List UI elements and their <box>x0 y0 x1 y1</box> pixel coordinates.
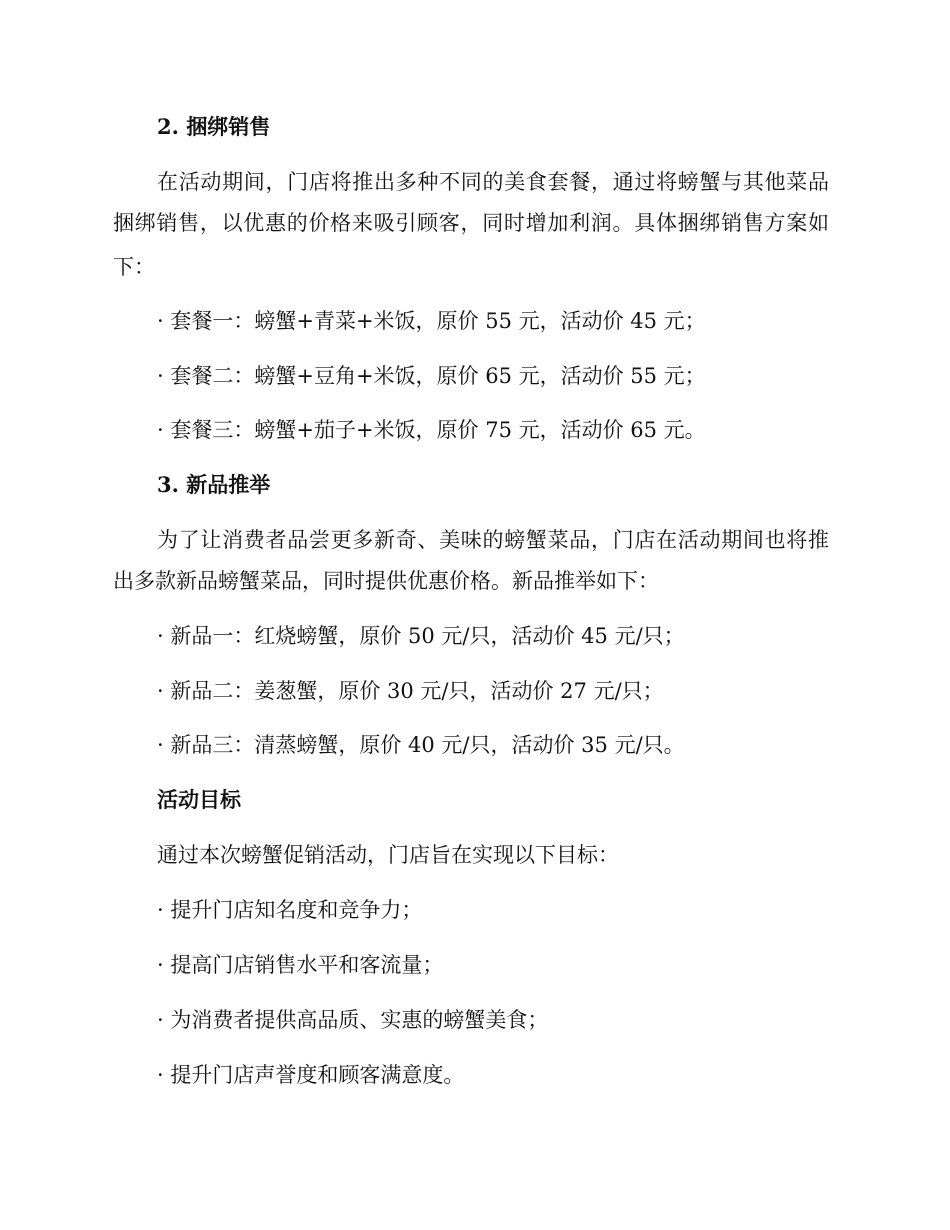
paragraph-line: 通过本次螃蟹促销活动，门店旨在实现以下目标： <box>157 843 619 867</box>
list-item: · 提高门店销售水平和客流量； <box>157 953 444 977</box>
paragraph-line: 在活动期间，门店将推出多种不同的美食套餐，通过将螃蟹与其他菜品 <box>157 170 829 194</box>
paragraph-line: 下： <box>113 255 155 279</box>
list-item: · 提升门店知名度和竞争力； <box>157 898 423 922</box>
section-heading-bundle-sales: 2. 捆绑销售 <box>157 114 271 139</box>
section-heading-goals: 活动目标 <box>157 787 241 812</box>
list-item: · 新品二：姜葱蟹，原价 30 元/只，活动价 27 元/只； <box>157 679 664 703</box>
section-heading-new-products: 3. 新品推举 <box>157 472 271 497</box>
list-item: · 新品三：清蒸螃蟹，原价 40 元/只，活动价 35 元/只。 <box>157 733 685 757</box>
list-item: · 新品一：红烧螃蟹，原价 50 元/只，活动价 45 元/只； <box>157 624 685 648</box>
paragraph-line: 出多款新品螃蟹菜品，同时提供优惠价格。新品推举如下： <box>113 569 659 593</box>
list-item: · 套餐一：螃蟹+青菜+米饭，原价 55 元，活动价 45 元； <box>157 309 706 333</box>
paragraph-line: 捆绑销售，以优惠的价格来吸引顾客，同时增加利润。具体捆绑销售方案如 <box>113 211 829 235</box>
list-item: · 套餐三：螃蟹+茄子+米饭，原价 75 元，活动价 65 元。 <box>157 418 706 442</box>
list-item: · 套餐二：螃蟹+豆角+米饭，原价 65 元，活动价 55 元； <box>157 364 706 388</box>
list-item: · 提升门店声誉度和顾客满意度。 <box>157 1063 465 1087</box>
paragraph-line: 为了让消费者品尝更多新奇、美味的螃蟹菜品，门店在活动期间也将推 <box>157 528 829 552</box>
list-item: · 为消费者提供高品质、实惠的螃蟹美食； <box>157 1008 549 1032</box>
